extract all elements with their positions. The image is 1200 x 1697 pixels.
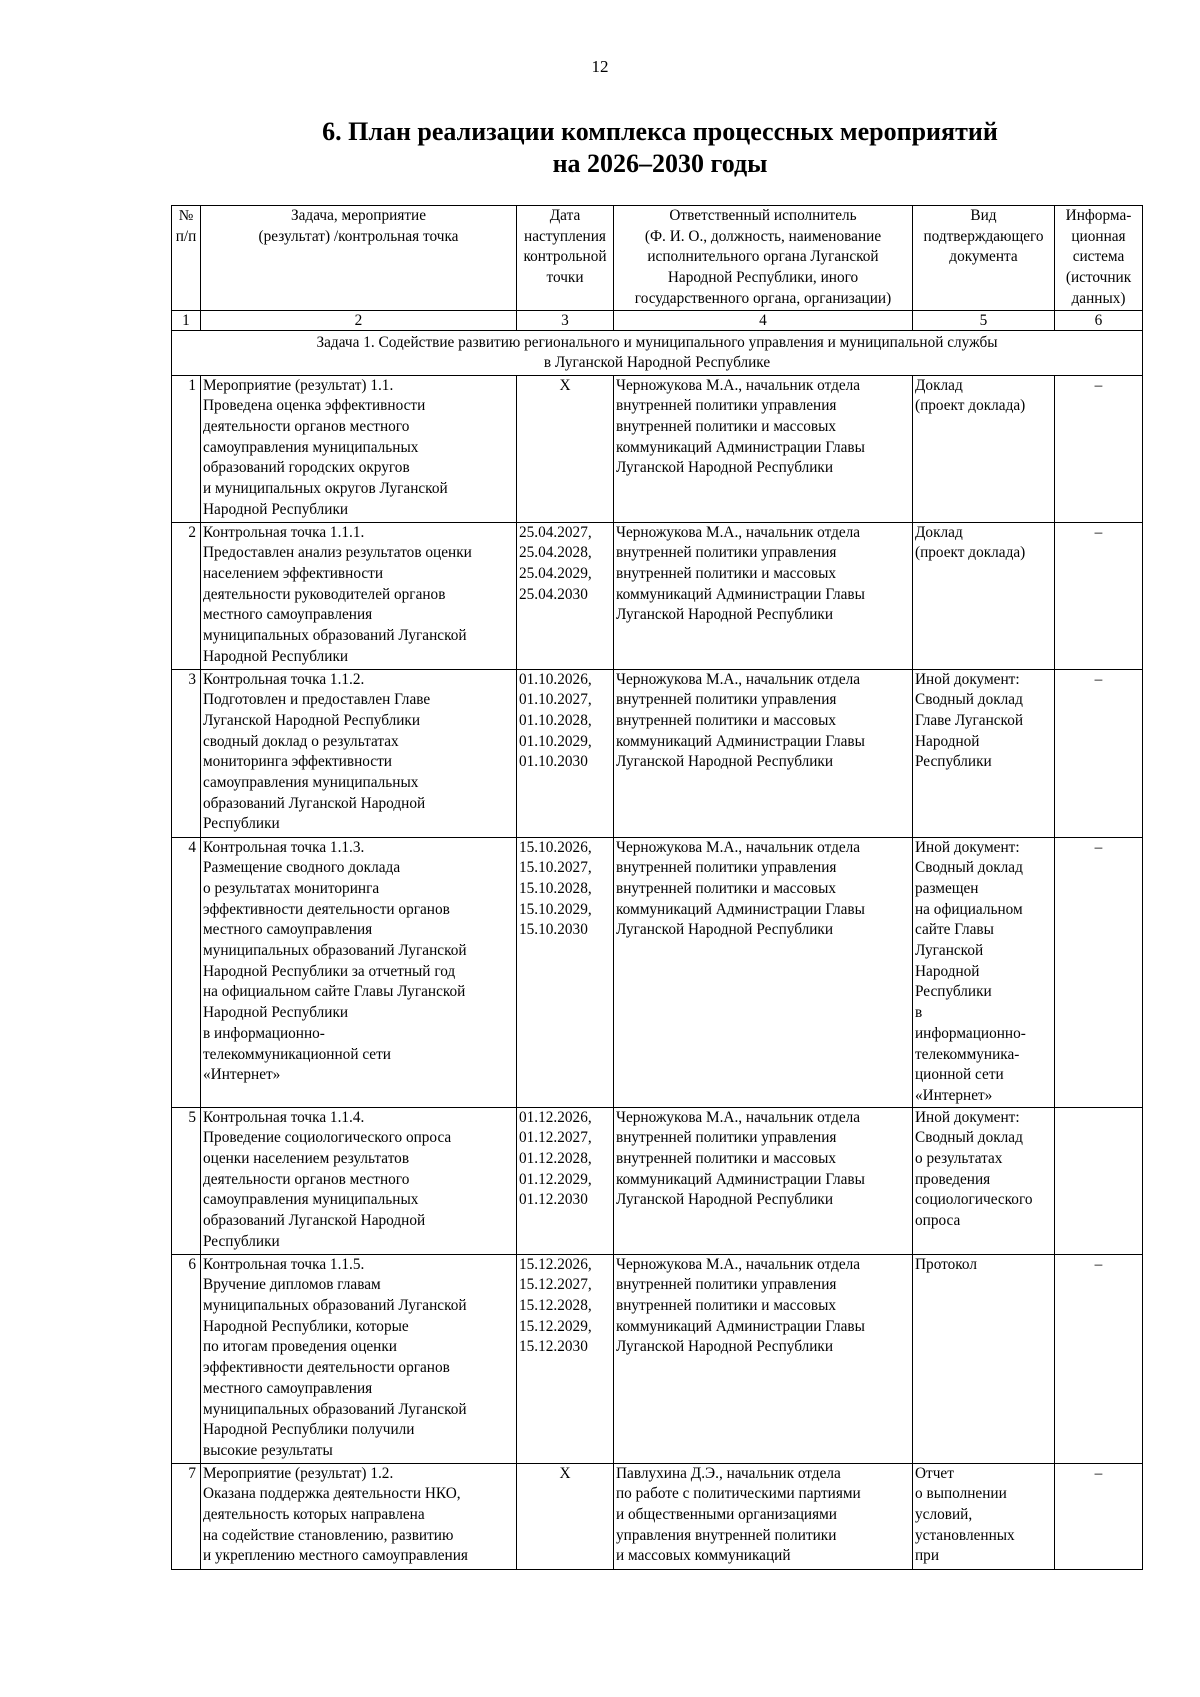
- row-system: –: [1055, 837, 1143, 1107]
- table-row: [172, 1463, 1143, 1569]
- row-responsible: Черножукова М.А., начальник отдела внутренней политики управления внутренней политики и массовых коммуникаций Администрации Главы Луганской Народной Республики: [614, 837, 913, 1107]
- column-number: 2: [201, 310, 517, 330]
- row-item: Контрольная точка 1.1.1. Предоставлен анализ результатов оценки населением эффективности деятельности руководителей органов местного самоуправления муниципальных образований Луганской Народной Республики: [201, 522, 517, 669]
- row-document: Иной документ: Сводный доклад о результатах проведения социологического опроса: [913, 1107, 1055, 1254]
- row-responsible: Черножукова М.А., начальник отдела внутренней политики управления внутренней политики и массовых коммуникаций Администрации Главы Луганской Народной Республики: [614, 375, 913, 522]
- task-row: [172, 330, 1143, 375]
- row-document: Иной документ: Сводный доклад размещен на официальном сайте Главы Луганской Народной Республики в информационно- телекоммуника- ционной сети «Интернет»: [913, 837, 1055, 1107]
- row-responsible: Черножукова М.А., начальник отдела внутренней политики управления внутренней политики и массовых коммуникаций Администрации Главы Луганской Народной Республики: [614, 1107, 913, 1254]
- row-document: Доклад (проект доклада): [913, 375, 1055, 522]
- row-number: 1: [172, 375, 201, 522]
- table-row: [172, 1107, 1143, 1254]
- row-number: 6: [172, 1254, 201, 1463]
- task-title: Задача 1. Содействие развитию регионального и муниципального управления и муниципальной службы в Луганской Народной Республике: [172, 330, 1143, 375]
- header-cell: Дата наступления контрольной точки: [517, 206, 614, 311]
- row-system: [1055, 1107, 1143, 1254]
- row-number: 5: [172, 1107, 201, 1254]
- row-item: Контрольная точка 1.1.2. Подготовлен и предоставлен Главе Луганской Народной Республики сводный доклад о результатах мониторинга эффективности самоуправления муниципальных образований Луганской Народной Республики: [201, 669, 517, 837]
- row-date: 25.04.2027, 25.04.2028, 25.04.2029, 25.04.2030: [517, 522, 614, 669]
- table-header-row: [172, 206, 1143, 311]
- column-number: 3: [517, 310, 614, 330]
- column-number-row: [172, 310, 1143, 330]
- row-document: Доклад (проект доклада): [913, 522, 1055, 669]
- table-row: [172, 669, 1143, 837]
- row-system: –: [1055, 1463, 1143, 1569]
- column-number: 1: [172, 310, 201, 330]
- column-number: 5: [913, 310, 1055, 330]
- row-item: Контрольная точка 1.1.5. Вручение дипломов главам муниципальных образований Луганской Народной Республики, которые по итогам проведения оценки эффективности деятельности органов местного самоуправления муниципальных образований Луганской Народной Республики получили высокие результаты: [201, 1254, 517, 1463]
- row-item: Контрольная точка 1.1.4. Проведение социологического опроса оценки населением результатов деятельности органов местного самоуправления муниципальных образований Луганской Народной Республики: [201, 1107, 517, 1254]
- row-date: 01.12.2026, 01.12.2027, 01.12.2028, 01.12.2029, 01.12.2030: [517, 1107, 614, 1254]
- row-responsible: Черножукова М.А., начальник отдела внутренней политики управления внутренней политики и массовых коммуникаций Администрации Главы Луганской Народной Республики: [614, 522, 913, 669]
- row-number: 3: [172, 669, 201, 837]
- row-date: 15.12.2026, 15.12.2027, 15.12.2028, 15.12.2029, 15.12.2030: [517, 1254, 614, 1463]
- row-date: 15.10.2026, 15.10.2027, 15.10.2028, 15.10.2029, 15.10.2030: [517, 837, 614, 1107]
- page-title: 6. План реализации комплекса процессных мероприятий на 2026–2030 годы: [322, 117, 998, 178]
- row-responsible: Черножукова М.А., начальник отдела внутренней политики управления внутренней политики и массовых коммуникаций Администрации Главы Луганской Народной Республики: [614, 669, 913, 837]
- header-cell: Информа- ционная система (источник данных): [1055, 206, 1143, 311]
- header-cell: № п/п: [172, 206, 201, 311]
- row-date: 01.10.2026, 01.10.2027, 01.10.2028, 01.10.2029, 01.10.2030: [517, 669, 614, 837]
- row-document: Отчет о выполнении условий, установленных при: [913, 1463, 1055, 1569]
- row-number: 2: [172, 522, 201, 669]
- row-system: –: [1055, 669, 1143, 837]
- header-cell: Вид подтверждающего документа: [913, 206, 1055, 311]
- page-number: 12: [591, 57, 609, 76]
- row-date: X: [517, 375, 614, 522]
- row-responsible: Павлухина Д.Э., начальник отдела по работе с политическими партиями и общественными организациями управления внутренней политики и массовых коммуникаций: [614, 1463, 913, 1569]
- row-number: 7: [172, 1463, 201, 1569]
- plan-table: [171, 205, 1143, 1570]
- table-row: [172, 375, 1143, 522]
- row-responsible: Черножукова М.А., начальник отдела внутренней политики управления внутренней политики и массовых коммуникаций Администрации Главы Луганской Народной Республики: [614, 1254, 913, 1463]
- column-number: 6: [1055, 310, 1143, 330]
- column-number: 4: [614, 310, 913, 330]
- table-row: [172, 522, 1143, 669]
- row-item: Мероприятие (результат) 1.1. Проведена оценка эффективности деятельности органов местного самоуправления муниципальных образований городских округов и муниципальных округов Луганской Народной Республики: [201, 375, 517, 522]
- table-row: [172, 837, 1143, 1107]
- row-document: Протокол: [913, 1254, 1055, 1463]
- row-system: –: [1055, 375, 1143, 522]
- row-number: 4: [172, 837, 201, 1107]
- row-item: Мероприятие (результат) 1.2. Оказана поддержка деятельности НКО, деятельность которых направлена на содействие становлению, развитию и укреплению местного самоуправления: [201, 1463, 517, 1569]
- row-item: Контрольная точка 1.1.3. Размещение сводного доклада о результатах мониторинга эффективности деятельности органов местного самоуправления муниципальных образований Луганской Народной Республики за отчетный год на официальном сайте Главы Луганской Народной Республики в информационно- телекоммуникационной сети «Интернет»: [201, 837, 517, 1107]
- row-system: –: [1055, 522, 1143, 669]
- header-cell: Ответственный исполнитель (Ф. И. О., должность, наименование исполнительного органа Луганской Народной Республики, иного государственного органа, организации): [614, 206, 913, 311]
- row-system: –: [1055, 1254, 1143, 1463]
- row-document: Иной документ: Сводный доклад Главе Луганской Народной Республики: [913, 669, 1055, 837]
- table-row: [172, 1254, 1143, 1463]
- header-cell: Задача, мероприятие (результат) /контрольная точка: [201, 206, 517, 311]
- row-date: X: [517, 1463, 614, 1569]
